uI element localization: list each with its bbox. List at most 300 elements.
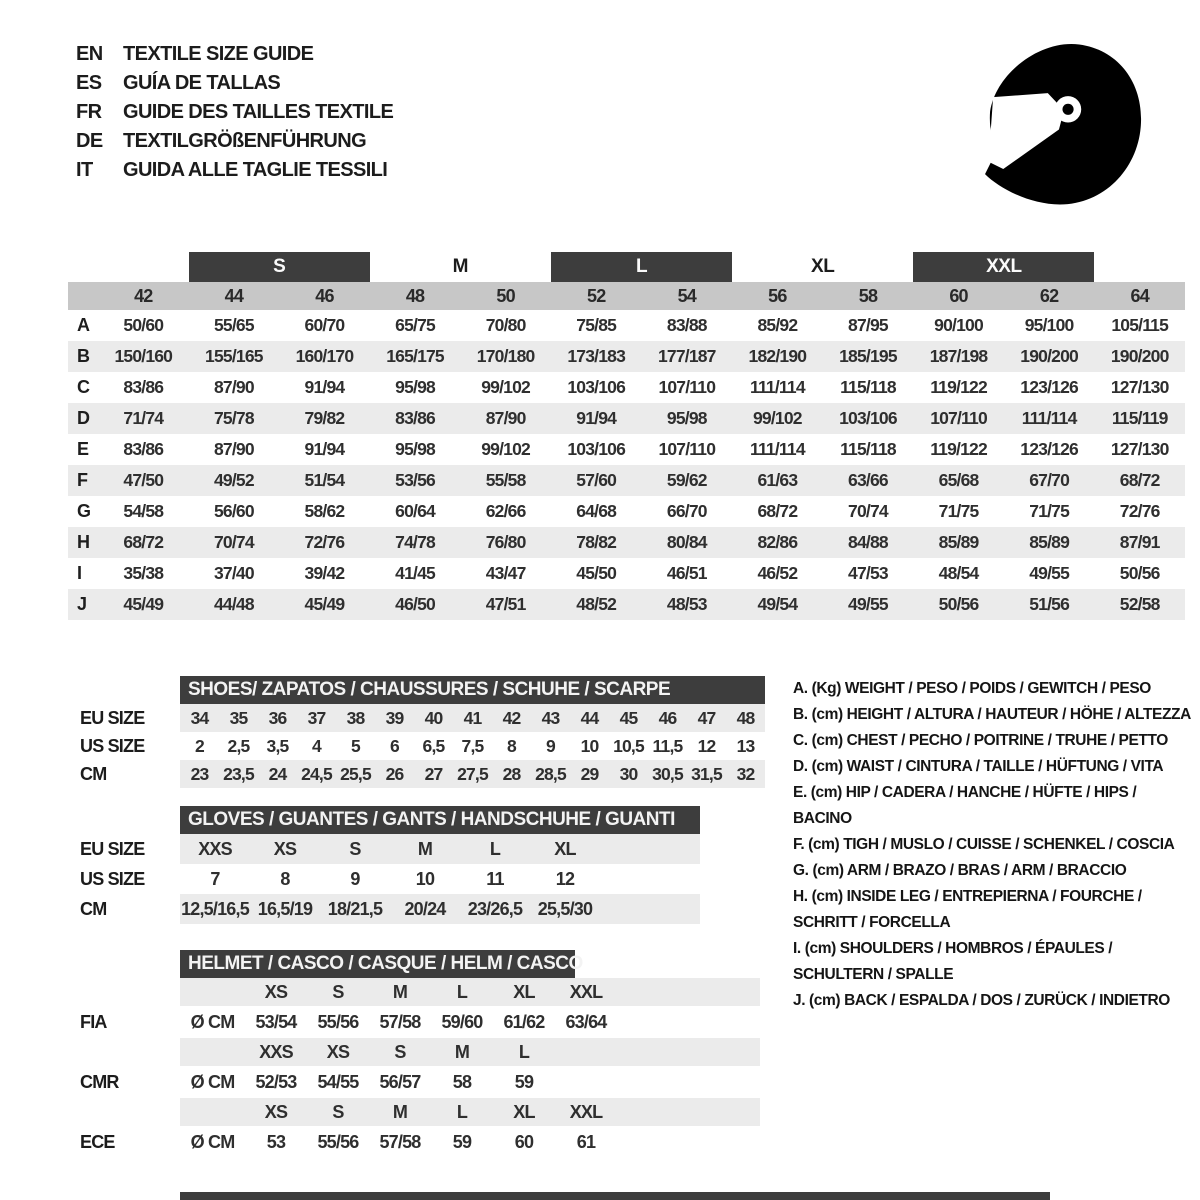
helmet-size: XS — [264, 981, 288, 1002]
size-value: 23 — [190, 763, 209, 784]
size-value: 127/130 — [1110, 377, 1169, 397]
row-label-spacer — [80, 978, 180, 1006]
row-cells — [180, 834, 700, 864]
size-value: 111/114 — [749, 439, 805, 459]
size-value: 115/118 — [840, 377, 896, 397]
main-row-F — [68, 465, 1185, 496]
size-value: 44 — [580, 707, 599, 728]
size-value: 72/76 — [1119, 501, 1160, 521]
main-row-H — [68, 527, 1185, 558]
legend-item: J. (cm) BACK / ESPALDA / DOS / ZURÜCK / INDIETRO — [793, 992, 1170, 1009]
size-value: 2 — [195, 735, 204, 756]
size-value: 45/49 — [304, 594, 345, 614]
numeric-size: 50 — [496, 285, 515, 306]
size-value: 87/91 — [1119, 532, 1160, 552]
helmet-table — [80, 950, 760, 1158]
title-row-de — [76, 127, 393, 156]
title-lang: FR — [76, 101, 102, 123]
main-row-C — [68, 372, 1185, 403]
size-value: 72/76 — [304, 532, 345, 552]
size-value: 51/54 — [304, 470, 345, 490]
title-lang: ES — [76, 72, 102, 94]
size-value: 45 — [619, 707, 638, 728]
title-row-es — [76, 69, 393, 98]
size-value: 46 — [658, 707, 677, 728]
title-lang: DE — [76, 130, 103, 152]
row-cells — [180, 1006, 760, 1038]
size-value: 99/102 — [753, 408, 802, 428]
size-value: 10,5 — [613, 735, 644, 756]
title-lang: IT — [76, 159, 93, 181]
legend-item: G. (cm) ARM / BRAZO / BRAS / ARM / BRACCIO — [793, 862, 1127, 879]
size-value: 119/122 — [930, 377, 987, 397]
size-value: 48/53 — [666, 594, 707, 614]
size-value: 177/187 — [657, 346, 716, 366]
size-value: 74/78 — [395, 532, 435, 552]
size-value: 3,5 — [266, 735, 289, 756]
unit-label: Ø CM — [190, 1011, 235, 1032]
size-value: 185/195 — [839, 346, 897, 366]
size-value: 24 — [268, 763, 287, 784]
size-value: 7 — [210, 868, 220, 889]
unit-label: Ø CM — [190, 1131, 235, 1152]
racing-helmet-icon — [983, 36, 1145, 214]
size-value: 36 — [268, 707, 287, 728]
legend-item: F. (cm) TIGH / MUSLO / CUISSE / SCHENKEL / COSCIA — [793, 836, 1175, 853]
size-value: 127/130 — [1110, 439, 1169, 459]
size-value: 65/68 — [938, 470, 979, 490]
size-value: 49/55 — [848, 594, 888, 614]
size-value: 66/70 — [666, 501, 707, 521]
helmet-value: 59/60 — [441, 1011, 483, 1032]
size-value: 52/58 — [1119, 594, 1160, 614]
helmet-size: M — [454, 1041, 470, 1062]
size-value: 16,5/19 — [257, 898, 313, 919]
helmet-rows — [80, 978, 760, 1158]
row-cells — [180, 1126, 760, 1158]
size-value: 37 — [307, 707, 326, 728]
size-value: 70/74 — [213, 532, 254, 552]
row-key: F — [77, 470, 88, 490]
helmet-size: XXL — [569, 1101, 603, 1122]
size-value: 107/110 — [930, 408, 987, 428]
helmet-size: XXS — [259, 1041, 293, 1062]
helmet-size: XL — [513, 981, 535, 1002]
helmet-size: XXL — [569, 981, 603, 1002]
size-value: 155/165 — [205, 346, 263, 366]
size-value: 160/170 — [295, 346, 354, 366]
helmet-value: 57/58 — [379, 1011, 421, 1032]
size-value: M — [417, 838, 433, 859]
size-group-xl: XL — [811, 256, 835, 277]
row-cells — [180, 1038, 760, 1066]
size-value: 18/21,5 — [327, 898, 383, 919]
unit-label: Ø CM — [190, 1071, 235, 1092]
standard-label: ECE — [80, 1131, 115, 1152]
size-value: 65/75 — [395, 315, 435, 335]
size-value: 53/56 — [395, 470, 435, 490]
helmet-size: L — [518, 1041, 530, 1062]
size-value: 75/78 — [213, 408, 254, 428]
helmet-size: M — [392, 981, 408, 1002]
size-value: 6,5 — [422, 735, 445, 756]
size-value: 5 — [351, 735, 360, 756]
size-value: 95/98 — [395, 377, 435, 397]
size-value: 28,5 — [535, 763, 566, 784]
helmet-value: 59 — [514, 1071, 534, 1092]
legend-item: C. (cm) CHEST / PECHO / POITRINE / TRUHE / PETTO — [793, 732, 1168, 749]
size-value: 47/53 — [848, 563, 888, 583]
numeric-size: 44 — [224, 285, 244, 306]
size-group-l: L — [551, 252, 732, 282]
helmet-sizes-row-fia — [80, 978, 760, 1006]
size-value: 84/88 — [848, 532, 888, 552]
legend-item: E. (cm) HIP / CADERA / HANCHE / HÜFTE / HIPS / BACINO — [793, 784, 1137, 827]
helmet-sizes-row-cmr — [80, 1038, 760, 1066]
size-value: 50/60 — [123, 315, 164, 335]
size-value: XXS — [198, 838, 232, 859]
numeric-size: 58 — [858, 285, 878, 306]
size-value: 23,5 — [223, 763, 254, 784]
size-value: 123/126 — [1020, 439, 1078, 459]
size-value: 51/56 — [1029, 594, 1070, 614]
row-label: US SIZE — [80, 735, 145, 756]
legend-item: H. (cm) INSIDE LEG / ENTREPIERNA / FOURCHE / SCHRITT / FORCELLA — [793, 888, 1142, 931]
helmet-value: 53/54 — [255, 1011, 297, 1032]
size-value: 27,5 — [457, 763, 488, 784]
size-value: 12 — [697, 735, 716, 756]
helmet-size: L — [456, 981, 468, 1002]
size-value: 71/75 — [938, 501, 979, 521]
helmet-value: 59 — [452, 1131, 472, 1152]
size-value: 48 — [736, 707, 755, 728]
size-value: 29 — [580, 763, 599, 784]
footer-bar — [180, 1192, 1050, 1200]
row-label: US SIZE — [80, 868, 145, 889]
size-value: 9 — [546, 735, 555, 756]
size-value: 44/48 — [213, 594, 254, 614]
row-key: D — [77, 408, 90, 428]
numeric-size-band — [68, 282, 1185, 310]
size-value: 50/56 — [1119, 563, 1160, 583]
helmet-values-row-fia — [80, 1006, 760, 1038]
size-value: 115/119 — [1111, 408, 1168, 428]
shoes-table — [80, 676, 765, 788]
size-value: 187/198 — [929, 346, 988, 366]
size-value: 41 — [463, 707, 482, 728]
size-value: 182/190 — [748, 346, 807, 366]
helmet-value: 57/58 — [379, 1131, 421, 1152]
size-value: 59/62 — [666, 470, 707, 490]
size-value: 68/72 — [757, 501, 798, 521]
size-value: 85/89 — [938, 532, 979, 552]
size-value: XL — [554, 838, 576, 859]
row-label-spacer — [80, 1098, 180, 1126]
gloves-row-cm — [80, 894, 700, 924]
size-value: 83/88 — [666, 315, 707, 335]
row-key: J — [77, 594, 87, 614]
row-key: C — [77, 377, 90, 397]
unit-spacer — [180, 1038, 245, 1066]
size-value: 11,5 — [652, 735, 683, 756]
size-value: 39 — [385, 707, 404, 728]
size-value: 30,5 — [652, 763, 683, 784]
numeric-size: 46 — [315, 285, 334, 306]
size-value: 28 — [502, 763, 521, 784]
size-value: 10 — [580, 735, 599, 756]
main-row-B — [68, 341, 1185, 372]
size-value: 47 — [697, 707, 716, 728]
size-value: 75/85 — [576, 315, 617, 335]
size-value: 56/60 — [213, 501, 254, 521]
size-value: 8 — [507, 735, 516, 756]
helmet-size: M — [392, 1101, 408, 1122]
size-value: 38 — [346, 707, 365, 728]
helmet-value: 54/55 — [317, 1071, 359, 1092]
shoes-table-title: SHOES/ ZAPATOS / CHAUSSURES / SCHUHE / SCARPE — [180, 676, 765, 704]
gloves-rows — [80, 834, 700, 924]
size-value: 107/110 — [658, 439, 716, 459]
title-lang: EN — [76, 43, 103, 65]
unit-spacer — [180, 978, 245, 1006]
size-value: 49/55 — [1029, 563, 1070, 583]
size-value: 91/94 — [304, 439, 345, 459]
row-key: E — [77, 439, 89, 459]
helmet-size: XS — [326, 1041, 350, 1062]
helmet-size: XL — [513, 1101, 535, 1122]
size-value: 103/106 — [839, 408, 897, 428]
helmet-value: 61 — [576, 1131, 596, 1152]
helmet-value: 61/62 — [503, 1011, 545, 1032]
size-value: 10 — [415, 868, 435, 889]
size-value: 35/38 — [123, 563, 164, 583]
shoes-rows — [80, 704, 765, 788]
numeric-size: 54 — [677, 285, 696, 306]
size-value: XS — [273, 838, 297, 859]
size-value: 165/175 — [386, 346, 444, 366]
size-value: 87/95 — [848, 315, 888, 335]
size-value: 82/86 — [757, 532, 798, 552]
size-value: 90/100 — [934, 315, 983, 335]
size-value: 41/45 — [395, 563, 435, 583]
measurement-legend — [793, 676, 1197, 1014]
helmet-value: 52/53 — [255, 1071, 297, 1092]
helmet-table-title: HELMET / CASCO / CASQUE / HELM / CASCO — [180, 950, 575, 978]
helmet-size: S — [332, 981, 344, 1002]
size-value: 91/94 — [576, 408, 617, 428]
helmet-sizes-row-ece — [80, 1098, 760, 1126]
gloves-row-us-size — [80, 864, 700, 894]
size-value: 58/62 — [304, 501, 345, 521]
size-value: 24,5 — [301, 763, 332, 784]
size-value: 26 — [385, 763, 404, 784]
size-value: 48/54 — [938, 563, 979, 583]
size-value: 190/200 — [1110, 346, 1169, 366]
size-value: 47/50 — [123, 470, 164, 490]
legend-item: D. (cm) WAIST / CINTURA / TAILLE / HÜFTUNG / VITA — [793, 758, 1164, 775]
size-value: 115/118 — [840, 439, 896, 459]
row-label: CM — [80, 898, 107, 919]
shoes-row-eu-size — [80, 704, 765, 732]
gloves-row-eu-size — [80, 834, 700, 864]
row-cells — [180, 1098, 760, 1126]
helmet-value: 55/56 — [317, 1131, 359, 1152]
size-value: 190/200 — [1020, 346, 1078, 366]
row-cells — [180, 1066, 760, 1098]
size-value: 23/26,5 — [467, 898, 523, 919]
numeric-size: 62 — [1039, 285, 1059, 306]
helmet-size: S — [394, 1041, 406, 1062]
size-value: 8 — [280, 868, 290, 889]
size-value: 11 — [486, 868, 504, 889]
row-label-spacer — [80, 1038, 180, 1066]
main-row-J — [68, 589, 1185, 620]
size-value: 87/90 — [213, 377, 254, 397]
helmet-value: 60 — [514, 1131, 534, 1152]
row-label: CM — [80, 763, 107, 784]
row-cells — [180, 704, 765, 732]
size-value: 67/70 — [1029, 470, 1070, 490]
standard-label: CMR — [80, 1071, 119, 1092]
helmet-size: XS — [264, 1101, 288, 1122]
size-value: 42 — [502, 707, 521, 728]
size-value: 12,5/16,5 — [181, 898, 249, 919]
size-value: 71/75 — [1029, 501, 1070, 521]
title-text: TEXTILE SIZE GUIDE — [123, 43, 314, 65]
size-value: 70/80 — [485, 315, 526, 335]
size-value: 99/102 — [481, 377, 530, 397]
size-value: 173/183 — [567, 346, 626, 366]
size-value: 80/84 — [666, 532, 707, 552]
size-value: 103/106 — [567, 439, 626, 459]
size-value: 79/82 — [304, 408, 345, 428]
gloves-table-title: GLOVES / GUANTES / GANTS / HANDSCHUHE / GUANTI — [180, 806, 700, 834]
size-value: 107/110 — [658, 377, 716, 397]
gloves-table — [80, 806, 700, 924]
row-cells — [180, 894, 700, 924]
size-value: 83/86 — [123, 377, 164, 397]
row-cells — [180, 864, 700, 894]
helmet-size — [555, 1038, 617, 1066]
size-value: 39/42 — [304, 563, 345, 583]
numeric-size: 56 — [768, 285, 787, 306]
size-value: 49/54 — [757, 594, 798, 614]
size-value: 103/106 — [567, 377, 626, 397]
row-key: H — [77, 532, 90, 552]
unit-spacer — [180, 1098, 245, 1126]
size-value: 95/100 — [1024, 315, 1074, 335]
size-value: 85/92 — [757, 315, 798, 335]
size-value: 46/52 — [757, 563, 798, 583]
size-value: 68/72 — [1119, 470, 1160, 490]
size-value: S — [349, 838, 361, 859]
size-value: 61/63 — [757, 470, 798, 490]
size-value: 64/68 — [576, 501, 617, 521]
size-value: 57/60 — [576, 470, 617, 490]
size-value: 47/51 — [485, 594, 526, 614]
size-value: 62/66 — [485, 501, 526, 521]
row-key: B — [77, 346, 90, 366]
helmet-value — [555, 1066, 617, 1098]
main-row-I — [68, 558, 1185, 589]
size-value: 99/102 — [481, 439, 530, 459]
size-value: 76/80 — [485, 532, 526, 552]
helmet-values-row-cmr — [80, 1066, 760, 1098]
size-value: 49/52 — [213, 470, 254, 490]
size-value: 30 — [619, 763, 638, 784]
helmet-size: S — [332, 1101, 344, 1122]
size-value: 9 — [350, 868, 360, 889]
size-value: 91/94 — [304, 377, 345, 397]
helmet-values-row-ece — [80, 1126, 760, 1158]
size-group-s: S — [189, 252, 370, 282]
title-row-it — [76, 156, 393, 185]
title-text: TEXTILGRÖßENFÜHRUNG — [123, 130, 367, 152]
helmet-value: 56/57 — [379, 1071, 421, 1092]
size-value: 170/180 — [476, 346, 535, 366]
size-value: 20/24 — [404, 898, 446, 919]
size-value: 123/126 — [1020, 377, 1078, 397]
main-row-D — [68, 403, 1185, 434]
size-value: 40 — [424, 707, 443, 728]
size-value: 55/58 — [485, 470, 526, 490]
row-key: G — [77, 501, 91, 521]
size-value: 71/74 — [123, 408, 164, 428]
size-value: 12 — [555, 868, 575, 889]
size-value: 25,5/30 — [537, 898, 593, 919]
size-value: 111/114 — [1021, 408, 1077, 428]
size-value: 45/50 — [576, 563, 617, 583]
size-value: 43/47 — [485, 563, 526, 583]
size-value: 46/50 — [395, 594, 435, 614]
size-value: 7,5 — [461, 735, 484, 756]
size-value: 78/82 — [576, 532, 617, 552]
title-text: GUIDA ALLE TAGLIE TESSILI — [123, 159, 388, 181]
size-value: 87/90 — [485, 408, 526, 428]
size-value: 37/40 — [213, 563, 254, 583]
size-value: 32 — [736, 763, 755, 784]
standard-label: FIA — [80, 1011, 107, 1032]
size-value: 6 — [390, 735, 399, 756]
row-cells — [180, 732, 765, 760]
size-value: 95/98 — [666, 408, 707, 428]
size-group-xxl: XXL — [913, 252, 1094, 282]
row-cells — [180, 978, 760, 1006]
main-row-E — [68, 434, 1185, 465]
helmet-size: L — [456, 1101, 468, 1122]
size-value: 60/70 — [304, 315, 345, 335]
size-value: 2,5 — [227, 735, 250, 756]
helmet-value: 58 — [452, 1071, 472, 1092]
size-value: 85/89 — [1029, 532, 1070, 552]
shoes-row-us-size — [80, 732, 765, 760]
legend-item: I. (cm) SHOULDERS / HOMBROS / ÉPAULES / SCHULTERN / SPALLE — [793, 940, 1113, 983]
size-value: 31,5 — [691, 763, 722, 784]
size-value: 150/160 — [114, 346, 173, 366]
measurement-rows — [68, 310, 1185, 620]
numeric-size: 42 — [134, 285, 153, 306]
size-value: L — [489, 838, 501, 859]
size-value: 45/49 — [123, 594, 164, 614]
size-value: 13 — [736, 735, 755, 756]
numeric-size: 52 — [586, 285, 606, 306]
visor-pivot-dot — [1062, 104, 1073, 115]
title-text: GUIDE DES TAILLES TEXTILE — [123, 101, 394, 123]
legend-item: A. (Kg) WEIGHT / PESO / POIDS / GEWITCH / PESO — [793, 680, 1151, 697]
size-value: 48/52 — [576, 594, 617, 614]
size-value: 68/72 — [123, 532, 164, 552]
main-size-table — [68, 252, 1185, 620]
